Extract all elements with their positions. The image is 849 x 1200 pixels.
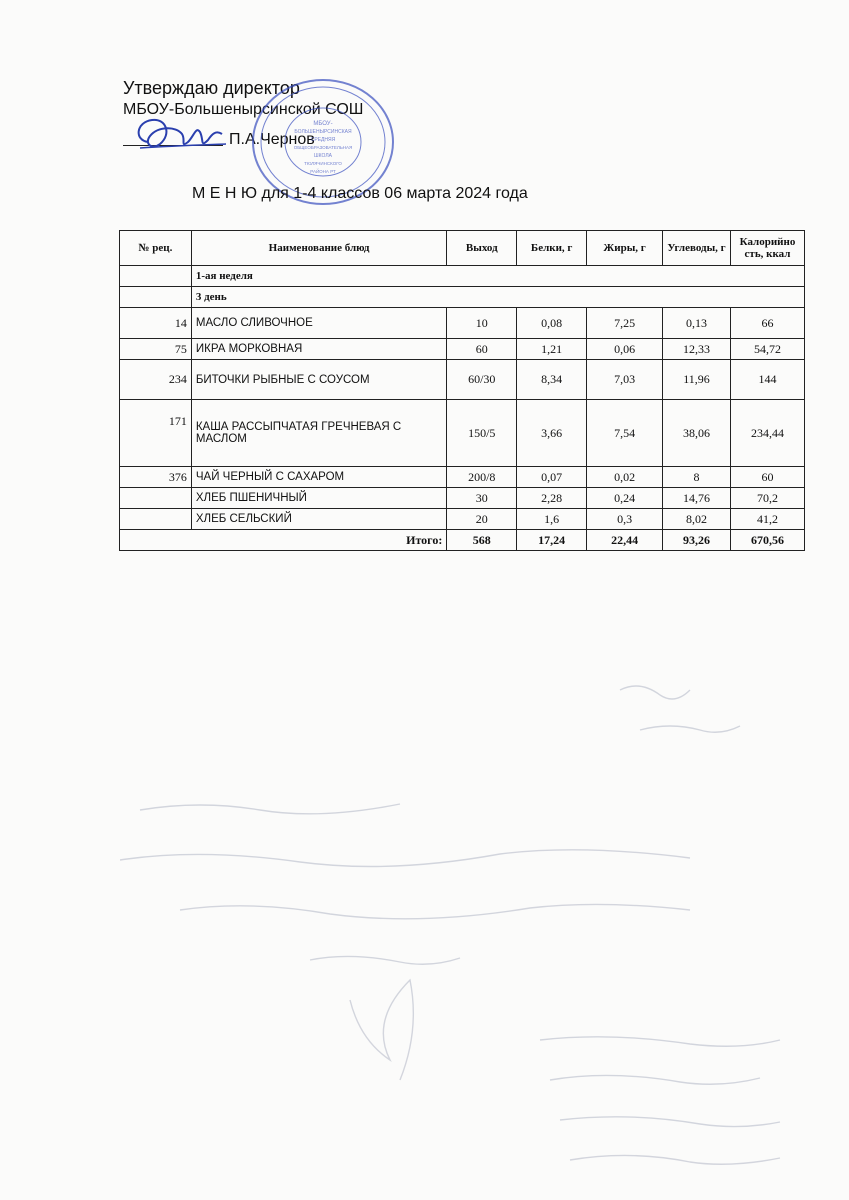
svg-text:ШКОЛА: ШКОЛА: [314, 153, 332, 159]
cell-carbs: 14,76: [663, 488, 731, 509]
cell-fat: 0,02: [587, 467, 663, 488]
cell-name: ИКРА МОРКОВНАЯ: [191, 339, 446, 360]
cell-fat: 7,54: [587, 400, 663, 467]
cell-carbs: 0,13: [663, 308, 731, 339]
header-carbs: Углеводы, г: [663, 231, 731, 266]
cell-fat: 7,03: [587, 360, 663, 400]
day-label: 3 день: [191, 287, 804, 308]
cell-carbs: 38,06: [663, 400, 731, 467]
cell-output: 20: [447, 509, 517, 530]
cell-carbs: 8: [663, 467, 731, 488]
cell-output: 30: [447, 488, 517, 509]
handwritten-signature: [130, 112, 230, 160]
cell-rec: 376: [120, 467, 192, 488]
cell-output: 150/5: [447, 400, 517, 467]
cell-kcal: 60: [730, 467, 804, 488]
cell-name: МАСЛО СЛИВОЧНОЕ: [191, 308, 446, 339]
table-header-row: [120, 231, 805, 266]
header-kcal: Калорийно сть, ккал: [730, 231, 804, 266]
cell-fat: 0,06: [587, 339, 663, 360]
cell-carbs: 12,33: [663, 339, 731, 360]
approval-signatory: П.А.Чернов: [229, 131, 315, 148]
approval-line-2: МБОУ-Большеныpсинской СОШ: [123, 101, 364, 118]
total-label: Итого:: [120, 530, 447, 551]
cell-fat: 0,24: [587, 488, 663, 509]
svg-text:ОБЩЕОБРАЗОВАТЕЛЬНАЯ: ОБЩЕОБРАЗОВАТЕЛЬНАЯ: [293, 145, 353, 150]
cell-name: ХЛЕБ ПШЕНИЧНЫЙ: [191, 488, 446, 509]
cell-kcal: 70,2: [730, 488, 804, 509]
cell-rec: [120, 509, 192, 530]
svg-text:МБОУ-: МБОУ-: [313, 121, 333, 127]
table-row: [120, 308, 805, 339]
cell-kcal: 66: [730, 308, 804, 339]
cell-kcal: 54,72: [730, 339, 804, 360]
cell-name: БИТОЧКИ РЫБНЫЕ С СОУСОМ: [191, 360, 446, 400]
table-row: [120, 360, 805, 400]
day-row: [120, 287, 805, 308]
approval-line-1: Утверждаю директор: [123, 78, 300, 98]
cell-protein: 0,08: [517, 308, 587, 339]
total-fat: 22,44: [587, 530, 663, 551]
header-output: Выход: [447, 231, 517, 266]
menu-title: М Е Н Ю для 1-4 классов 06 марта 2024 года: [192, 185, 528, 202]
week-label: 1-ая неделя: [191, 266, 804, 287]
header-rec: № рец.: [120, 231, 192, 266]
bleed-through-handwriting: [120, 660, 820, 1180]
table-row: [120, 509, 805, 530]
cell-protein: 2,28: [517, 488, 587, 509]
cell-rec: 171: [120, 400, 192, 467]
cell-fat: 7,25: [587, 308, 663, 339]
cell-protein: 8,34: [517, 360, 587, 400]
cell-name: КАША РАССЫПЧАТАЯ ГРЕЧНЕВАЯ С МАСЛОМ: [191, 400, 446, 467]
cell-fat: 0,3: [587, 509, 663, 530]
total-output: 568: [447, 530, 517, 551]
total-protein: 17,24: [517, 530, 587, 551]
table-row: [120, 488, 805, 509]
header-protein: Белки, г: [517, 231, 587, 266]
header-fat: Жиры, г: [587, 231, 663, 266]
cell-output: 60/30: [447, 360, 517, 400]
total-kcal: 670,56: [730, 530, 804, 551]
cell-protein: 3,66: [517, 400, 587, 467]
cell-rec: 234: [120, 360, 192, 400]
cell-output: 10: [447, 308, 517, 339]
cell-kcal: 144: [730, 360, 804, 400]
cell-rec: [120, 488, 192, 509]
total-carbs: 93,26: [663, 530, 731, 551]
table-row: [120, 467, 805, 488]
total-row: [120, 530, 805, 551]
cell-protein: 1,6: [517, 509, 587, 530]
cell-rec: 14: [120, 308, 192, 339]
svg-text:СРЕДНЯЯ: СРЕДНЯЯ: [310, 137, 336, 143]
cell-carbs: 11,96: [663, 360, 731, 400]
cell-output: 200/8: [447, 467, 517, 488]
cell-protein: 1,21: [517, 339, 587, 360]
table-row: [120, 339, 805, 360]
cell-kcal: 41,2: [730, 509, 804, 530]
cell-output: 60: [447, 339, 517, 360]
menu-table: [119, 230, 805, 551]
week-row: [120, 266, 805, 287]
table-row: [120, 400, 805, 467]
cell-rec: 75: [120, 339, 192, 360]
svg-text:РАЙОНА РТ: РАЙОНА РТ: [310, 169, 336, 174]
header-name: Наименование блюд: [191, 231, 446, 266]
cell-protein: 0,07: [517, 467, 587, 488]
cell-name: ЧАЙ ЧЕРНЫЙ С САХАРОМ: [191, 467, 446, 488]
svg-text:ТЮЛЯЧИНСКОГО: ТЮЛЯЧИНСКОГО: [304, 161, 342, 166]
cell-name: ХЛЕБ СЕЛЬСКИЙ: [191, 509, 446, 530]
svg-text:БОЛЬШЕНЫРСИНСКАЯ: БОЛЬШЕНЫРСИНСКАЯ: [294, 129, 352, 135]
cell-kcal: 234,44: [730, 400, 804, 467]
cell-carbs: 8,02: [663, 509, 731, 530]
